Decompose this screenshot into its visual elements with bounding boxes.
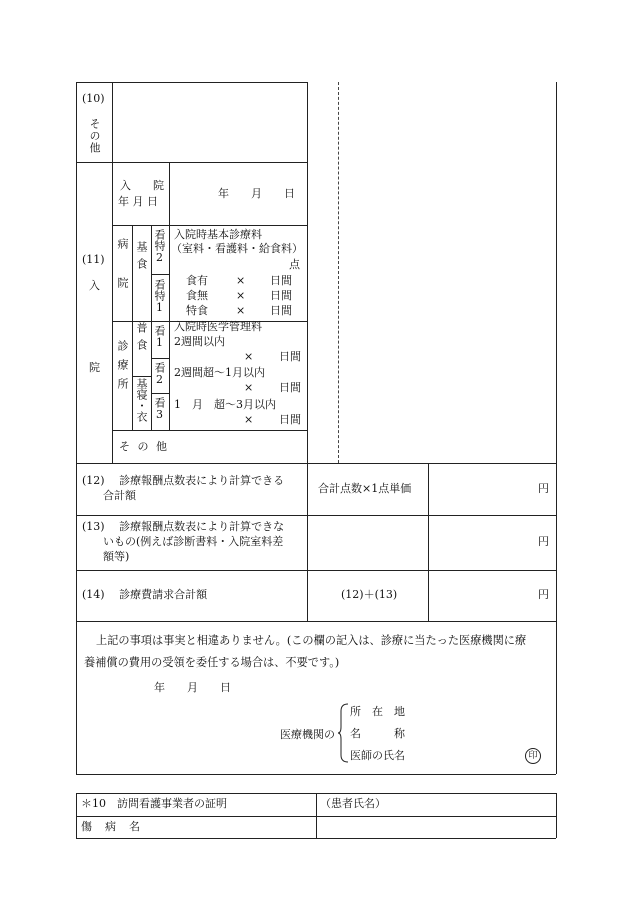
rule-bottom-mid-col [316, 793, 317, 838]
nurse2-label: 看2 [153, 362, 166, 386]
nurse-special1-label: 看特1 [153, 279, 166, 314]
seal-icon: 印 [525, 748, 541, 764]
basic-fee-row-times: × [236, 289, 246, 302]
cert-line1: 上記の事項は事実と相違ありません。(この欄の記入は、診療に当たった医療機関に療 [96, 634, 527, 647]
cert-doctor: 医師の氏名 [350, 749, 405, 762]
nurse1-label: 看1 [153, 325, 166, 349]
sec12-calc: 合計点数×1点単価 [318, 482, 412, 495]
rule-sec10-bottom [76, 162, 307, 163]
rule-right [556, 82, 557, 774]
admission-date-label-1: 入 院 [120, 179, 164, 192]
sec12-unit: 円 [538, 482, 549, 495]
basic-fee-row-days: 日間 [270, 274, 292, 287]
medical-mgmt-times: × [244, 413, 254, 426]
basic-bed-label: 基寝・衣 [135, 378, 148, 422]
rule-admission-bottom [112, 225, 307, 226]
medical-mgmt-period1: 2週間以内 [174, 335, 225, 348]
sec14-unit: 円 [538, 588, 549, 601]
medical-mgmt-days: 日間 [279, 350, 301, 363]
rule-admission-label [169, 162, 170, 225]
admission-date-value: 年 月 日 [218, 187, 295, 200]
cert-institution: 医療機関の [280, 728, 335, 741]
rule-bottom-left [76, 793, 77, 838]
normal-meal-label: 普食 [135, 322, 148, 356]
medical-mgmt-times: × [244, 350, 254, 363]
cert-name: 名 称 [350, 727, 405, 740]
rule-col-mid [307, 82, 308, 621]
basic-fee-title: 入院時基本診療料 [174, 228, 262, 241]
medical-mgmt-times: × [244, 381, 254, 394]
nurse-special2-label: 看特2 [153, 229, 166, 264]
brace-icon [338, 703, 350, 763]
sec11-other-label: そ の 他 [119, 440, 169, 453]
patient-name-label: （患者氏名） [320, 797, 386, 810]
sec10-number: (10) [82, 92, 105, 105]
disease-name-label: 傷 病 名 [81, 820, 141, 833]
rule-meal-split [132, 376, 151, 377]
basic-fee-row-times: × [236, 304, 246, 317]
sec13-line1: (13) 診療報酬点数表により計算できな [82, 520, 285, 533]
sec11-label-bottom: 院 [89, 361, 100, 374]
rule-left [76, 82, 77, 774]
rule-nurse-split2 [151, 358, 169, 359]
rule-bottom-end [76, 838, 556, 839]
clinic-label: 診療所 [116, 340, 129, 397]
sec14-label: (14) 診療費請求合計額 [82, 588, 208, 601]
basic-fee-unit: 点 [289, 258, 300, 271]
medical-mgmt-title: 入院時医学管理料 [174, 320, 262, 333]
basic-fee-row-days: 日間 [270, 304, 292, 317]
basic-fee-row-label: 食無 [186, 289, 208, 302]
basic-fee-row-label: 特食 [186, 304, 208, 317]
sec14-calc: (12)＋(13) [341, 588, 398, 601]
rule-nurse-split1 [151, 274, 169, 275]
medical-mgmt-period2: 2週間超～1月以内 [174, 366, 265, 379]
medical-mgmt-period3: 1 月 超～3月以内 [174, 398, 276, 411]
medical-mgmt-days: 日間 [279, 413, 301, 426]
admission-date-label-2: 年 月 日 [118, 195, 158, 208]
basic-fee-row-label: 食有 [186, 274, 208, 287]
cert-address: 所 在 地 [350, 705, 405, 718]
sec12-line2: 合計額 [103, 489, 136, 502]
rule-meal-col [151, 225, 152, 430]
sec11-number: (11) [82, 253, 105, 266]
nurse3-label: 看3 [153, 397, 166, 421]
rule-nurse-col [169, 225, 170, 430]
sec12-line1: (12) 診療報酬点数表により計算できる [82, 474, 285, 487]
basic-fee-row-days: 日間 [270, 289, 292, 302]
sec11-label-top: 入 [89, 279, 100, 292]
medical-mgmt-days: 日間 [279, 381, 301, 394]
cert-date: 年 月 日 [154, 681, 231, 694]
basic-meal-label: 基食 [135, 241, 148, 275]
rule-top [76, 82, 307, 83]
dashed-divider [338, 82, 339, 463]
rule-bottom-right [556, 793, 557, 838]
rule-sec13-bottom [76, 570, 556, 571]
basic-fee-row-times: × [236, 274, 246, 287]
sec13-unit: 円 [538, 535, 549, 548]
rule-other-top [112, 430, 307, 431]
sec13-line2: いもの(例えば診断書料・入院室料差 [103, 535, 284, 548]
rule-label-col [112, 82, 113, 463]
rule-cert-bottom [76, 774, 556, 775]
sec13-line3: 額等) [103, 550, 130, 563]
basic-fee-subtitle: （室料・看護料・給食料） [171, 242, 303, 255]
rule-nurse-split3 [151, 393, 169, 394]
cert-line2: 養補償の費用の受領を委任する場合は、不要です。) [84, 656, 340, 669]
rule-col-unit [428, 463, 429, 621]
rule-sec14-bottom [76, 621, 556, 622]
hospital-label: 病院 [116, 238, 129, 316]
sec10-label: その他 [88, 118, 101, 154]
rule-sec11-bottom [76, 463, 556, 464]
rule-sec12-bottom [76, 515, 556, 516]
rule-cat-col [132, 225, 133, 430]
visiting-nurse-title: ＊10 訪問看護事業者の証明 [81, 797, 227, 810]
